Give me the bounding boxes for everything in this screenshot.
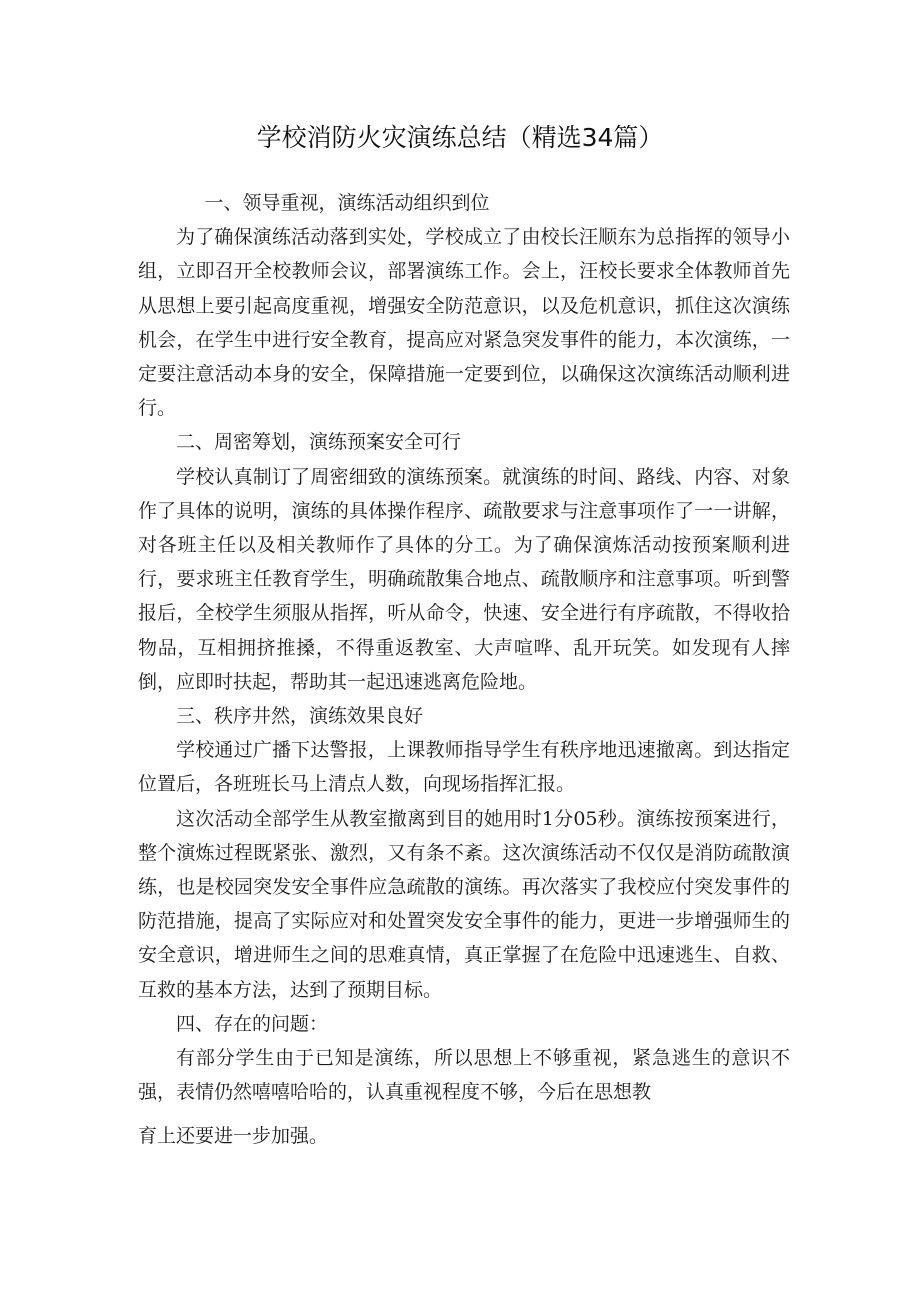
paragraph-1: 为了确保演练活动落到实处，学校成立了由校长汪顺东为总指挥的领导小组，立即召开全校教师会议，部署演练工作。会上，汪校长要求全体教师首先从思想上要引起高度重视，增强安全防范意识，以及危机意识，抓住这次演练机会，在学生中进行安全教育，提高应对紧急突发事件的能力，本次演练，一定要注意活动本身的安全，保障措施一定要到位，以确保这次演练活动顺利进行。 bbox=[138, 226, 790, 420]
paragraph-2: 学校认真制订了周密细致的演练预案。就演练的时间、路线、内容、对象作了具体的说明，演练的具体操作程序、疏散要求与注意事项作了一一讲解，对各班主任以及相关教师作了具体的分工。为了确保演炼活动按预案顺利进行，要求班主任教育学生，明确疏散集合地点、疏散顺序和注意事项。听到警报后，全校学生须服从指挥，听从命令，快速、安全进行有序疏散，不得收拾物品，互相拥挤推搡，不得重返教室、大声喧哗、乱开玩笑。如发现有人摔倒，应即时扶起，帮助其一起迅速逃离危险地。 bbox=[138, 465, 790, 693]
section-heading-4: 四、存在的问题： bbox=[176, 1012, 329, 1035]
paragraph-5-continuation: 育上还要进一步加强。 bbox=[138, 1125, 329, 1148]
section-heading-2: 二、周密筹划，演练预案安全可行 bbox=[176, 431, 462, 454]
paragraph-5: 有部分学生由于已知是演练，所以思想上不够重视，紧急逃生的意识不强，表情仍然嘻嘻哈哈的，认真重视程度不够，今后在思想教 bbox=[138, 1047, 790, 1104]
section-heading-3: 三、秩序井然，演练效果良好 bbox=[176, 705, 424, 728]
paragraph-3: 学校通过广播下达警报，上课教师指导学生有秩序地迅速撤离。到达指定位置后，各班班长马上清点人数，向现场指挥汇报。 bbox=[138, 739, 790, 796]
document-title: 学校消防火灾演练总结（精选34篇） bbox=[256, 123, 664, 152]
paragraph-4: 这次活动全部学生从教室撤离到目的她用时1分05秒。演练按预案进行，整个演炼过程既紧张、激烈，又有条不紊。这次演练活动不仅仅是消防疏散演练，也是校园突发安全事件应急疏散的演练。再次落实了我校应付突发事件的防范措施，提高了实际应对和处置突发安全事件的能力，更进一步增强师生的安全意识，增进师生之间的思难真情，真正掌握了在危险中迅速逃生、自救、互救的基本方法，达到了预期目标。 bbox=[138, 807, 790, 1001]
section-heading-1: 一、领导重视，演练活动组织到位 bbox=[204, 192, 490, 214]
document-body bbox=[138, 186, 790, 1154]
